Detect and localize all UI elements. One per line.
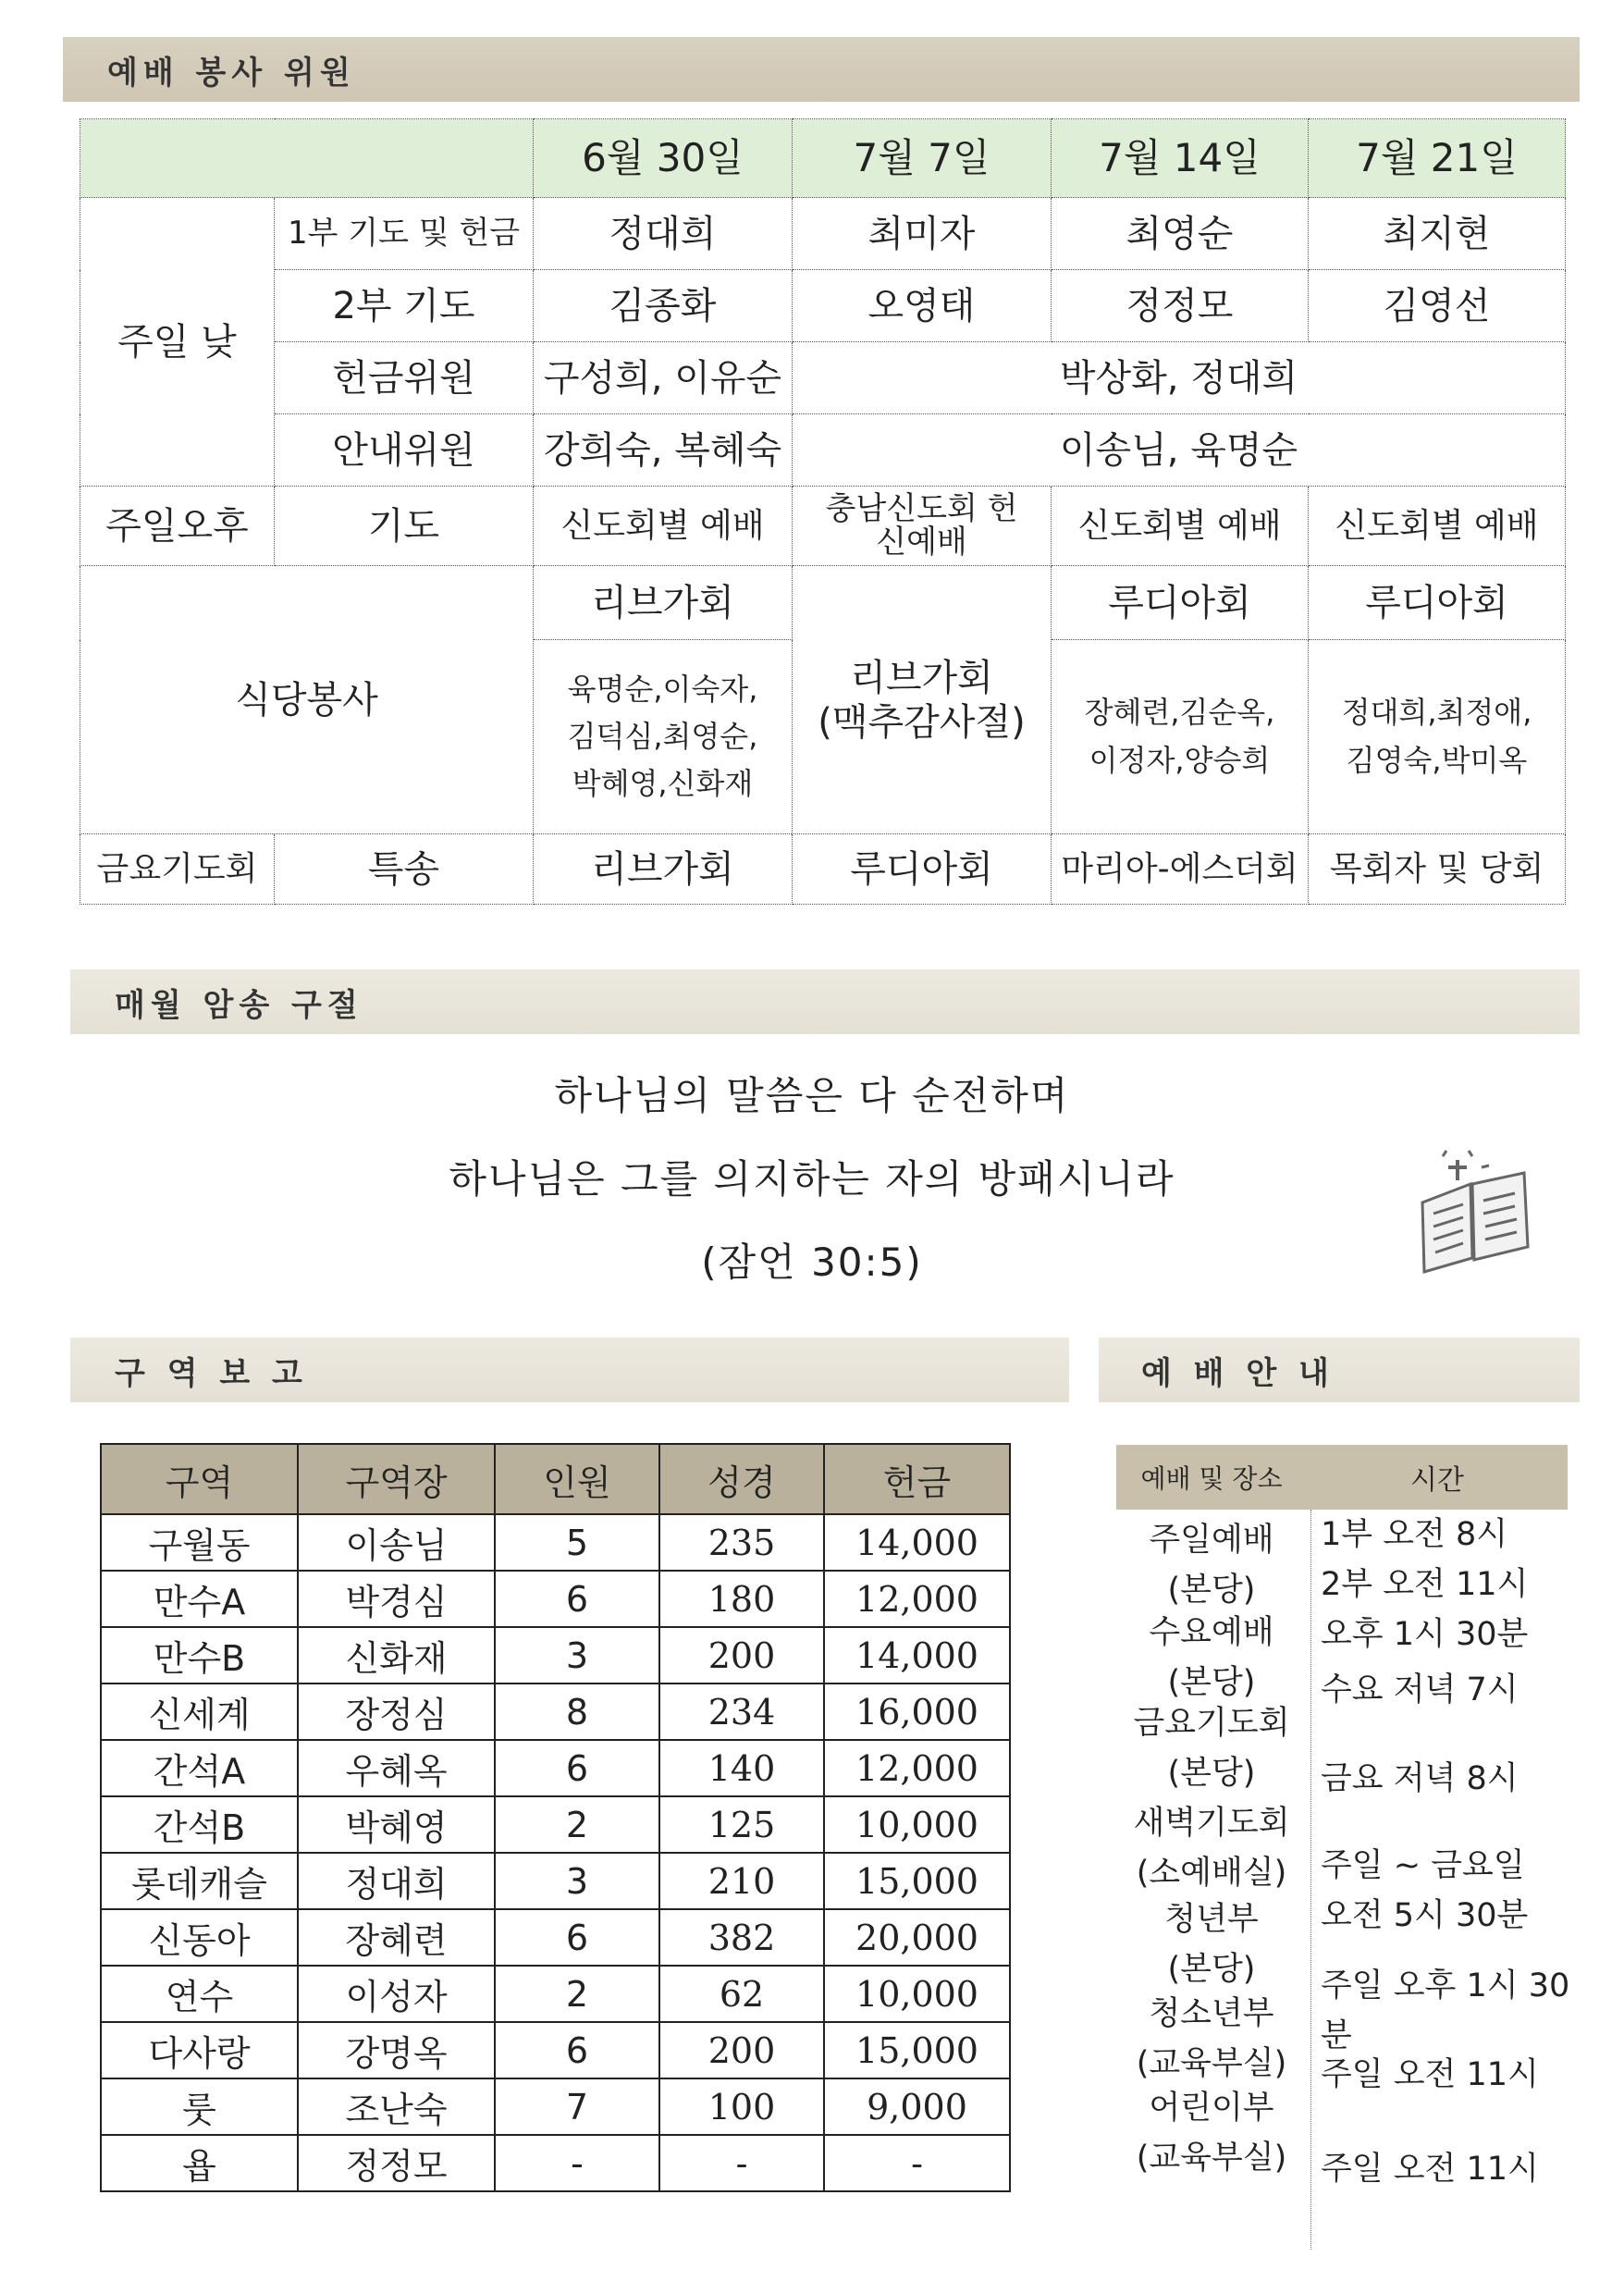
district-header-row [101,1444,1010,1514]
serving-row [80,198,1566,270]
name-cell: 신도회별 예배 [1309,487,1566,566]
guide-place-line: (본당) [1167,1572,1256,1609]
role-cell: 안내위원 [275,414,534,487]
name-cell: 목회자 및 당회 [1309,834,1566,905]
guide-time [1321,1665,1580,1715]
table-cell: 정대희 [298,1853,495,1909]
table-cell: 235 [659,1514,824,1571]
guide-time-line: 금요 저녁 8시 [1321,1760,1519,1797]
district-header [70,1338,1069,1402]
guide-place [1116,1608,1307,1708]
table-cell: 3 [495,1853,659,1909]
table-cell: - [659,2135,824,2191]
name-cell: 리브가회 [534,834,793,905]
table-cell: 장혜련 [298,1909,495,1966]
name-cell: 김종화 [534,270,793,342]
table-cell: 200 [659,2022,824,2078]
verse-title: 매월 암송 구절 [115,986,363,1024]
friday-label: 금요기도회 [80,834,275,905]
date-cell: 7월 21일 [1309,119,1566,198]
serving-row [80,342,1566,414]
name-cell: 오영태 [793,270,1052,342]
table-cell: 6 [495,2022,659,2078]
table-cell: 연수 [101,1966,298,2022]
group-cell: 리브가회 [534,566,793,640]
name-cell: 마리아-에스더회 [1052,834,1309,905]
district-table [100,1443,1011,2192]
verse-reference: (잠언 30:5) [701,1240,923,1285]
table-cell: 382 [659,1909,824,1966]
table-cell: 6 [495,1571,659,1627]
table-cell: - [495,2135,659,2191]
name-cell: 정정모 [1052,270,1309,342]
table-cell: 140 [659,1740,824,1796]
guide-time-line: 오전 5시 30분 [1321,1897,1529,1934]
table-cell: 234 [659,1684,824,1740]
table-cell: 정정모 [298,2135,495,2191]
table-cell: 100 [659,2078,824,2135]
table-cell: 장정심 [298,1684,495,1740]
guide-time-line: 2부 오전 11시 [1321,1566,1529,1603]
table-cell: 15,000 [824,1853,1010,1909]
guide-time-line: 주일 ~ 금요일 [1321,1847,1525,1884]
table-cell: 10,000 [824,1966,1010,2022]
date-row [80,119,1566,198]
table-row [101,1740,1010,1796]
table-cell: 강명옥 [298,2022,495,2078]
table-cell: 3 [495,1627,659,1684]
guide-place-line: 새벽기도회 [1133,1805,1290,1842]
guide-place-line: 청소년부 [1149,1995,1274,2032]
name-cell: 구성희, 이유순 [534,342,793,414]
guide-place-line: 수요예배 [1149,1614,1274,1651]
guide-table-header [1116,1445,1568,1510]
guide-place-line: 어린이부 [1149,2090,1274,2127]
guide-time-line: 주일 오전 11시 [1321,2151,1539,2188]
name-cell: 신도회별 예배 [1052,487,1309,566]
name-cell: 루디아회 [793,834,1052,905]
friday-row [80,834,1566,905]
table-cell: 6 [495,1909,659,1966]
member-line: 정대희,최정애, [1341,695,1532,731]
table-cell: 20,000 [824,1909,1010,1966]
column-header: 구역장 [298,1444,495,1514]
member-line: 김영숙,박미옥 [1346,742,1528,778]
table-cell: 180 [659,1571,824,1627]
table-row [101,1684,1010,1740]
name-cell: 김영선 [1309,270,1566,342]
guide-title: 예 배 안 내 [1141,1354,1335,1392]
table-cell: 2 [495,1966,659,2022]
table-cell: 10,000 [824,1796,1010,1853]
table-cell: 8 [495,1684,659,1740]
table-cell: 다사랑 [101,2022,298,2078]
table-cell: 125 [659,1796,824,1853]
sunday-pm-row [80,487,1566,566]
table-cell: 만수B [101,1627,298,1684]
name-cell: 이송님, 육명순 [793,414,1566,487]
district-title: 구 역 보 고 [115,1354,308,1392]
guide-time-line: 주일 오전 11시 [1321,2056,1539,2093]
guide-time-line: 주일 오후 1시 30분 [1321,1967,1570,2054]
table-cell: 롯데캐슬 [101,1853,298,1909]
name-cell: 최지현 [1309,198,1566,270]
table-cell: 14,000 [824,1514,1010,1571]
table-cell: 욥 [101,2135,298,2191]
group-note: (맥추감사절) [818,700,1026,744]
table-cell: 이송님 [298,1514,495,1571]
group-cell: 루디아회 [1052,566,1309,640]
member-line: 김덕심,최영순, [567,718,758,754]
guide-place-line: 청년부 [1164,1901,1259,1938]
guide-place [1116,1894,1307,1994]
cafeteria-label: 식당봉사 [80,566,534,834]
table-row [101,1514,1010,1571]
guide-header [1099,1338,1580,1402]
name-cell: 신도회별 예배 [534,487,793,566]
table-cell: 5 [495,1514,659,1571]
guide-place [1116,1989,1307,2089]
group-cell: 루디아회 [1309,566,1566,640]
table-cell: 룻 [101,2078,298,2135]
guide-time [1321,1841,1580,1941]
name-cell: 강희숙, 복혜숙 [534,414,793,487]
role-cell: 헌금위원 [275,342,534,414]
member-line: 장혜련,김순옥, [1084,695,1275,731]
table-cell: 간석B [101,1796,298,1853]
guide-time [1321,1961,1580,2061]
guide-place [1116,1698,1307,1798]
table-cell: 200 [659,1627,824,1684]
table-cell: 15,000 [824,2022,1010,2078]
guide-head-time: 시간 [1410,1464,1464,1497]
role-cell: 기도 [275,487,534,566]
table-row [101,2078,1010,2135]
table-cell: 12,000 [824,1571,1010,1627]
role-cell: 2부 기도 [275,270,534,342]
corner-cell [80,119,534,198]
verse-line: 하나님의 말씀은 다 순전하며 [554,1073,1070,1118]
column-header: 구역 [101,1444,298,1514]
column-header: 성경 [659,1444,824,1514]
table-cell: - [824,2135,1010,2191]
guide-place-line: (교육부실) [1136,2140,1287,2177]
table-cell: 간석A [101,1740,298,1796]
guide-head-place: 예배 및 장소 [1140,1463,1283,1494]
table-cell: 6 [495,1740,659,1796]
guide-place [1116,2083,1307,2183]
guide-place-line: 주일예배 [1149,1522,1274,1559]
name-cell: 정대희 [534,198,793,270]
table-cell: 조난숙 [298,2078,495,2135]
role-cell: 1부 기도 및 헌금 [275,198,534,270]
date-cell: 6월 30일 [534,119,793,198]
guide-place-line: (본당) [1167,1664,1256,1701]
bible-icon [1406,1147,1544,1286]
table-cell: 박혜영 [298,1796,495,1853]
group-cell [793,566,1052,834]
serving-title: 예배 봉사 위원 [107,54,356,92]
serving-table [80,118,1566,905]
name-cell: 최미자 [793,198,1052,270]
column-header: 인원 [495,1444,659,1514]
name-cell: 박상화, 정대희 [793,342,1566,414]
guide-time-line: 1부 오전 8시 [1321,1516,1508,1553]
guide-time-line: 수요 저녁 7시 [1321,1671,1519,1708]
table-row [101,2135,1010,2191]
guide-time [1321,2144,1580,2194]
serving-header [63,37,1580,102]
date-cell: 7월 7일 [793,119,1052,198]
guide-place [1116,1798,1307,1898]
verse-header [70,969,1580,1034]
name-cell: 최영순 [1052,198,1309,270]
table-cell: 박경심 [298,1571,495,1627]
guide-time [1321,1754,1580,1804]
group-name: 리브가회 [850,656,993,699]
verse-line: 하나님은 그를 의지하는 자의 방패시니라 [449,1156,1175,1202]
table-cell: 7 [495,2078,659,2135]
members-cell [1309,640,1566,834]
table-cell: 구월동 [101,1514,298,1571]
table-cell: 이성자 [298,1966,495,2022]
guide-time [1321,2050,1580,2100]
table-cell: 만수A [101,1571,298,1627]
table-row [101,1796,1010,1853]
guide-divider [1310,1510,1311,2250]
cafeteria-row [80,566,1566,640]
guide-place-line: 금요기도회 [1133,1705,1290,1742]
guide-place-line: (본당) [1167,1755,1256,1792]
member-line: 이정자,양승희 [1089,742,1271,778]
table-cell: 우혜옥 [298,1740,495,1796]
members-cell [1052,640,1309,834]
table-cell: 2 [495,1796,659,1853]
table-row [101,1627,1010,1684]
table-cell: 16,000 [824,1684,1010,1740]
date-cell: 7월 14일 [1052,119,1309,198]
table-row [101,2022,1010,2078]
name-cell: 충남신도회 헌신예배 [793,487,1052,566]
table-cell: 62 [659,1966,824,2022]
guide-place [1116,1515,1307,1615]
role-cell: 특송 [275,834,534,905]
column-header: 헌금 [824,1444,1010,1514]
district-body [101,1514,1010,2191]
guide-time-line: 오후 1시 30분 [1321,1616,1529,1653]
member-line: 박혜영,신화재 [572,766,754,802]
table-row [101,1966,1010,2022]
guide-place-line: (본당) [1167,1951,1256,1988]
guide-place-line: (소예배실) [1136,1855,1287,1892]
member-line: 육명순,이숙자, [567,671,758,707]
table-cell: 9,000 [824,2078,1010,2135]
sunday-day-label: 주일 낮 [80,198,275,487]
guide-place-line: (교육부실) [1136,2045,1287,2082]
guide-time [1321,1510,1580,1659]
table-row [101,1571,1010,1627]
serving-row [80,414,1566,487]
serving-row [80,270,1566,342]
table-row [101,1909,1010,1966]
table-cell: 210 [659,1853,824,1909]
table-cell: 신세계 [101,1684,298,1740]
table-cell: 신화재 [298,1627,495,1684]
table-cell: 신동아 [101,1909,298,1966]
table-row [101,1853,1010,1909]
sunday-pm-label: 주일오후 [80,487,275,566]
table-cell: 14,000 [824,1627,1010,1684]
table-cell: 12,000 [824,1740,1010,1796]
members-cell [534,640,793,834]
